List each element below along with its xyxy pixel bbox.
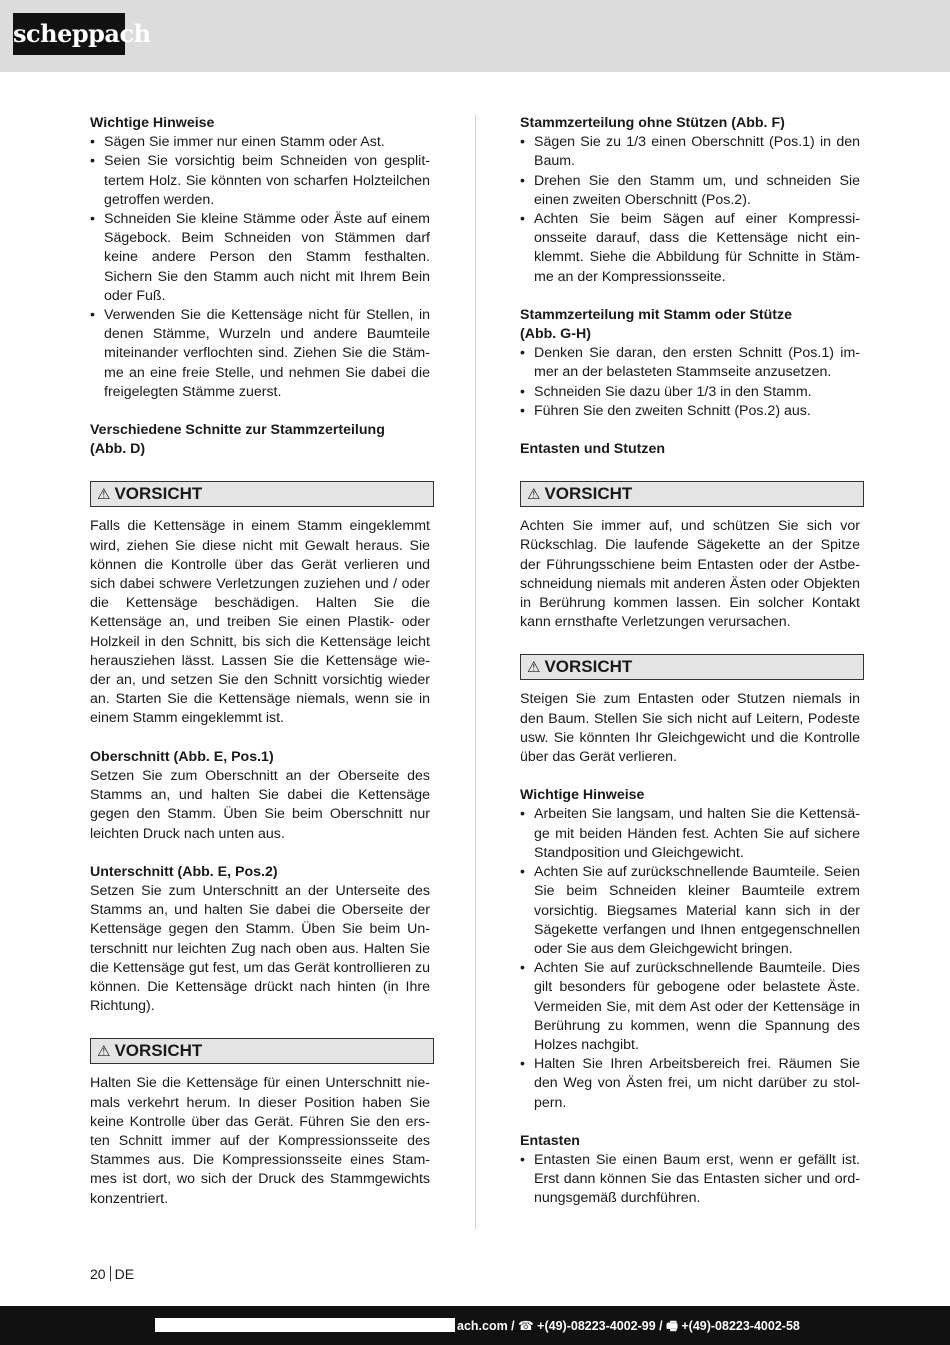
scheppach-logo: scheppach <box>13 13 125 55</box>
section-heading-ref: (Abb. G-H) <box>520 326 591 343</box>
page-number <box>90 1266 134 1282</box>
footer-redacted-block <box>155 1318 455 1332</box>
warning-box <box>520 481 864 507</box>
warning-icon: ⚠ <box>97 486 111 504</box>
section-heading: Unterschnitt (Abb. E, Pos.2) <box>90 863 278 880</box>
list-item: • Achten Sie auf zurückschnellende Baumteile. Seien Sie beim Schneiden kleiner Baumteile extrem vorsichtig. Biegsames Material kann sich in der Sägekette verfangen und Ihnen entgegenschnellen oder Sie aus dem Gleichgewicht bringen. <box>520 863 860 959</box>
section-heading: Entasten und Stutzen <box>520 441 666 458</box>
list-item: • Führen Sie den zweiten Schnitt (Pos.2) aus. <box>520 402 860 421</box>
list-item: • Entasten Sie einen Baum erst, wenn er gefällt ist. Erst dann können Sie das Entasten sicher und ordnungsgemäß durchführen. <box>520 1151 860 1209</box>
warning-text: Falls die Kettensäge in einem Stamm eingeklemmt wird, ziehen Sie diese nicht mit Gewalt heraus. Sie können die Kontrolle über das Gerät verlieren und sich dabei schwere Verletzungen zuziehen und / oder die Kettensäge beschädigen. Halten Sie die Kettensäge an, und treiben Sie einen Plastik- oder Holzkeil in den Schnitt, bis sich die Kettensäge leicht herausziehen lässt. Lassen Sie die Kettensäge wieder an, und setzen Sie den Schnitt vorsichtig wieder an. Starten Sie die Kettensäge niemals, wenn sie in einem Stamm eingeklemmt ist. <box>90 518 430 727</box>
list-item: • Sägen Sie zu 1/3 einen Oberschnitt (Pos.1) in den Baum. <box>520 133 860 171</box>
section-heading: Entasten <box>520 1132 580 1149</box>
section-heading: Oberschnitt (Abb. E, Pos.1) <box>90 748 274 765</box>
warning-label: VORSICHT <box>544 484 633 504</box>
list-item: • Drehen Sie den Stamm um, und schneiden Sie einen zweiten Oberschnitt (Pos.2). <box>520 172 860 210</box>
page-footer <box>0 1306 950 1345</box>
list-item: • Sägen Sie immer nur einen Stamm oder Ast. <box>90 133 430 152</box>
warning-label: VORSICHT <box>544 657 633 677</box>
warning-text: Achten Sie immer auf, und schützen Sie sich vor Rückschlag. Die laufende Sägekette an der Spitze der Führungsschiene beim Entasten oder der Astbeschneidung niemals mit anderen Ästen oder Objekten in Berührung kommen lassen. Ein solcher Kontakt kann ernsthafte Verletzungen verursachen. <box>520 518 860 631</box>
warning-label: VORSICHT <box>114 484 203 504</box>
warning-icon: ⚠ <box>97 1043 111 1061</box>
warning-label: VORSICHT <box>114 1041 203 1061</box>
paragraph: Setzen Sie zum Oberschnitt an der Oberseite des Stamms an, und halten Sie dabei die Kettensäge gegen den Stamm. Üben Sie beim Oberschnitt nur leichten Druck nach unten aus. <box>90 767 430 842</box>
page-header <box>0 0 950 72</box>
bullet-list <box>520 133 860 287</box>
right-column <box>520 114 860 1209</box>
warning-box <box>520 654 864 680</box>
footer-contact <box>155 1317 800 1338</box>
bullet-list <box>90 133 430 402</box>
list-item: • Verwenden Sie die Kettensäge nicht für Stellen, in denen Stämme, Wurzeln und andere Baumteile miteinander verflochten sind. Ziehen Sie die Stämme an eine freie Stelle, und nehmen Sie dabei die freigelegten Stämme zuerst. <box>90 306 430 402</box>
warning-box <box>90 1038 434 1064</box>
section-heading: Stammzerteilung mit Stamm oder Stütze <box>520 306 792 323</box>
bullet-list <box>520 1151 860 1209</box>
footer-contact-text: ach.com / ☎ +(49)-08223-4002-99 / 🖷 +(49)-08223-4002-58 <box>457 1319 800 1333</box>
list-item: • Achten Sie auf zurückschnellende Baumteile. Dies gilt besonders für gebogene oder belastete Äste. Vermeiden Sie, mit dem Ast oder der Kettensäge in Berührung zu kommen, wenn die Spannung des Holzes nachgibt. <box>520 959 860 1055</box>
warning-text: Steigen Sie zum Entasten oder Stutzen niemals in den Baum. Stellen Sie sich nicht auf Leitern, Podeste usw. Sie könnten Ihr Gleichgewicht und die Kontrolle über das Gerät verlieren. <box>520 691 860 766</box>
list-item: • Denken Sie daran, den ersten Schnitt (Pos.1) immer an der belasteten Stammseite anzusetzen. <box>520 344 860 382</box>
list-item: • Halten Sie Ihren Arbeitsbereich frei. Räumen Sie den Weg von Ästen frei, um nicht darüber zu stolpern. <box>520 1055 860 1113</box>
page-language: DE <box>114 1266 135 1282</box>
bullet-list <box>520 344 860 421</box>
page-number-separator <box>110 1266 111 1281</box>
list-item: • Schneiden Sie dazu über 1/3 in den Stamm. <box>520 383 860 402</box>
section-heading: Verschiedene Schnitte zur Stammzerteilung <box>90 422 385 439</box>
section-heading-ref: (Abb. D) <box>90 441 146 458</box>
bullet-list <box>520 805 860 1112</box>
page-number-value: 20 <box>90 1266 106 1282</box>
left-column <box>90 114 430 1209</box>
warning-icon: ⚠ <box>527 659 541 677</box>
warning-icon: ⚠ <box>527 486 541 504</box>
section-heading: Stammzerteilung ohne Stützen (Abb. F) <box>520 115 785 131</box>
section-heading: Wichtige Hinweise <box>90 115 215 131</box>
paragraph: Setzen Sie zum Unterschnitt an der Unterseite des Stamms an, und halten Sie dabei die Oberseite der Kettensäge gegen den Stamm. Üben Sie beim Unterschnitt nur leichten Zug nach oben aus. Halten Sie die Kettensäge gut fest, um das Gerät kontrollieren zu können. Die Kettensäge drückt nach hinten (in Ihre Richtung). <box>90 882 430 1015</box>
list-item: • Achten Sie beim Sägen auf einer Kompressionsseite darauf, dass die Kettensäge nicht einklemmt. Siehe die Abbildung für Schnitte in Stämme an der Kompressionsseite. <box>520 210 860 287</box>
warning-text: Halten Sie die Kettensäge für einen Unterschnitt niemals verkehrt herum. In dieser Position haben Sie keine Kontrolle über das Gerät. Führen Sie den ersten Schnitt immer auf der Kompressionsseite des Stammes aus. Die Kompressionsseite eines Stammes ist dort, wo sich der Druck des Stammgewichts konzentriert. <box>90 1075 430 1207</box>
section-heading: Wichtige Hinweise <box>520 787 645 804</box>
list-item: • Seien Sie vorsichtig beim Schneiden von gesplittertem Holz. Sie könnten von scharfen Holzteilchen getroffen werden. <box>90 152 430 210</box>
list-item: • Arbeiten Sie langsam, und halten Sie die Kettensäge mit beiden Händen fest. Achten Sie auf sichere Standposition und Gleichgewicht. <box>520 805 860 863</box>
column-divider <box>475 114 476 1230</box>
list-item: • Schneiden Sie kleine Stämme oder Äste auf einem Sägebock. Beim Schneiden von Stämmen darf keine andere Person den Stamm festhalten. Sichern Sie den Stamm auch nicht mit Ihrem Bein oder Fuß. <box>90 210 430 306</box>
warning-box <box>90 481 434 507</box>
